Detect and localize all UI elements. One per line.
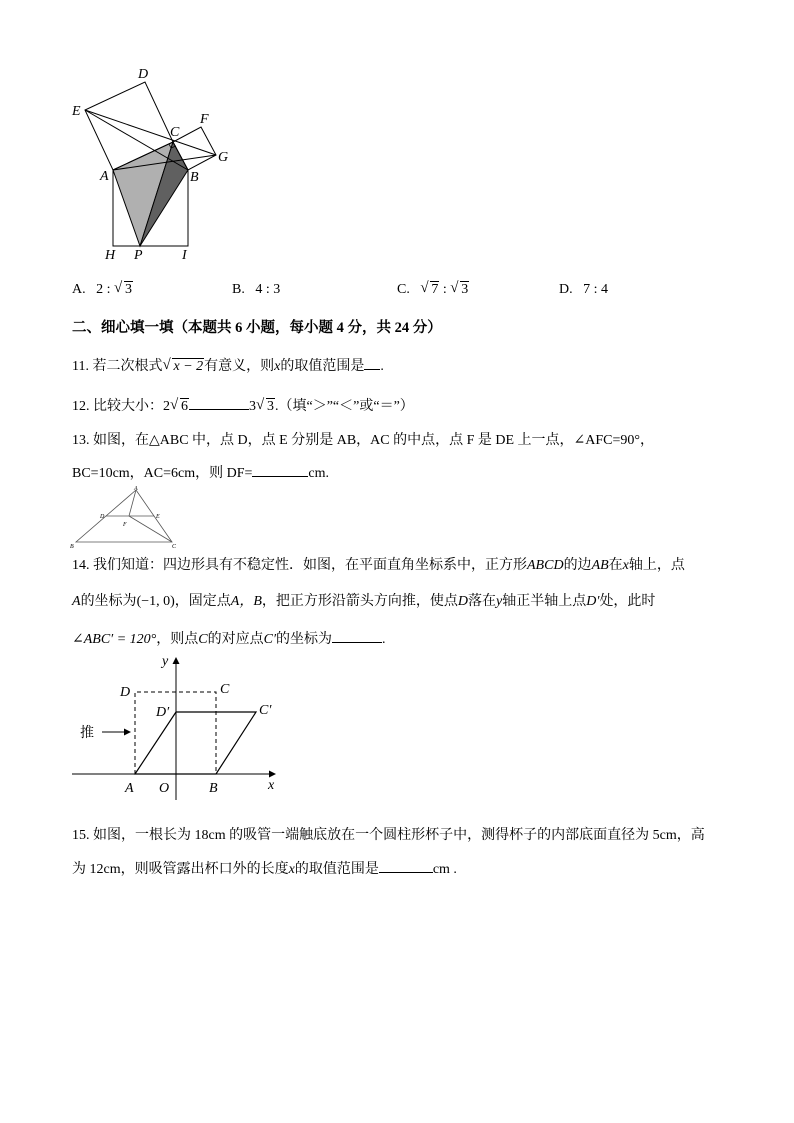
q15-l2-before: 为 12cm，则吸管露出杯口外的长度 [72,862,289,877]
option-d [559,280,608,300]
q14-l2e: A，B [230,594,262,609]
q12-b-coef: 3 [249,399,256,414]
q14-l1b: ABCD [527,558,564,573]
question-15-line1: 15. 如图，一根长为 18cm 的吸管一端触底放在一个圆柱形杯子中，测得杯子的内部底面直径为 5cm，高 [72,828,705,843]
question-15-line2 [72,858,457,880]
q14-l3a: ∠ABC′ = 120° [72,632,157,647]
q14-l2j: 轴正半轴上点 [502,594,587,609]
fig13-label-B: B [70,544,74,550]
q14-l2b: 的坐标为 [80,594,137,609]
q12-b-sqrt: √ 3 [256,397,274,414]
q14-l2d: ，固定点 [174,594,231,609]
q15-l2-var: x [288,862,295,877]
q13-answer-blank[interactable] [252,462,308,477]
option-d-prefix: D. [559,282,573,297]
fig14-label-O: O [159,781,170,796]
q14-l1c: 的边 [563,558,592,573]
q12-text-before: 比较大小： [93,399,163,414]
fig14-label-push: 推 [80,726,94,741]
option-c-sqrt1: √ 7 [420,280,439,297]
question-12 [72,395,414,417]
fig14-label-B: B [209,781,218,796]
option-a-left: 2 : [96,282,111,297]
q14-l1f: x [622,558,629,573]
q14-l3e: C′ [263,632,277,647]
option-a-sqrt: √ 3 [114,280,133,297]
option-c-prefix: C. [397,282,410,297]
q14-l2l: 处，此时 [599,594,656,609]
question-14-line3 [72,628,386,650]
q15-answer-blank[interactable] [379,858,433,873]
figure-q13 [68,484,180,550]
q12-a-coef: 2 [163,399,170,414]
question-11 [72,355,384,377]
fig14-label-x: x [268,778,275,793]
q14-l2h: 落在 [468,594,497,609]
option-c [397,280,469,300]
question-14-line1 [72,556,685,576]
q11-answer-blank[interactable] [364,355,380,370]
label-H: H [105,248,116,263]
section-heading: 二、细心填一填（本题共 6 小题，每小题 4 分，共 24 分） [72,320,442,336]
question-13-line2 [72,462,329,484]
q11-text-end: 的取值范围是 [280,359,365,374]
label-G: G [218,150,229,165]
q11-var: x [274,359,281,374]
q14-l3b: ，则点 [156,632,199,647]
fig13-label-E: E [156,514,160,520]
fig13-label-C: C [172,544,177,550]
label-E: E [72,104,81,119]
q12-answer-blank[interactable] [189,395,249,410]
fig14-label-A: A [125,781,134,796]
option-b-text: 4 : 3 [255,282,281,297]
option-a-prefix: A. [72,282,86,297]
q14-l3f: 的坐标为 [276,632,333,647]
fig13-label-A: A [134,486,138,492]
q11-end: . [380,359,384,374]
option-b-prefix: B. [232,282,245,297]
label-I: I [182,248,187,263]
fig14-label-D: D [120,685,131,700]
fig14-label-Cprime: C′ [259,703,272,718]
q14-l2c: (−1, 0) [136,594,175,609]
label-A: A [100,169,109,184]
q11-sqrt: √ x − 2 [162,357,204,374]
label-C: C [170,125,180,140]
label-D: D [138,67,149,82]
q12-num: 12. [72,399,90,414]
option-d-text: 7 : 4 [583,282,609,297]
label-P: P [134,248,143,263]
q11-text-before: 若二次根式 [92,359,163,374]
fig13-label-D: D [100,514,105,520]
option-a [72,280,133,300]
option-c-sqrt2: √ 3 [450,280,469,297]
fig14-label-C: C [220,682,230,697]
line-AF [129,490,136,516]
q14-l2k: D′ [586,594,600,609]
label-B: B [190,170,199,185]
option-c-sep: : [442,282,447,297]
q14-l2f: ，把正方形沿箭头方向推，使点 [261,594,458,609]
q13-line2-before: BC=10cm，AC=6cm，则 DF= [72,466,253,481]
q14-l3d: 的对应点 [207,632,264,647]
q14-l2a: A [72,594,81,609]
q14-l3g: . [382,632,386,647]
q12-a-sqrt: √ 6 [170,397,188,414]
question-14-line2 [72,592,655,612]
q11-text-after: 有意义，则 [204,359,275,374]
q15-l2-mid: 的取值范围是 [294,862,379,877]
fig14-label-Dprime: D′ [156,705,170,720]
q14-answer-blank[interactable] [332,628,382,643]
q15-l2-after: cm . [432,862,457,877]
q14-l1a: 14. 我们知道：四边形具有不稳定性．如图，在平面直角坐标系中，正方形 [72,558,527,573]
question-13-line1: 13. 如图，在△ABC 中，点 D，点 E 分别是 AB，AC 的中点，点 F 是 DE 上一点，∠AFC=90°， [72,433,655,448]
label-F: F [200,112,209,127]
parallelogram-ABC'D' [135,712,256,774]
q14-l1g: 轴上，点 [628,558,685,573]
line-FC [129,516,172,542]
q14-l2i: y [496,594,503,609]
q13-line2-after: cm. [308,466,330,481]
q14-l2g: D [457,594,469,609]
q14-l1e: 在 [608,558,623,573]
figure-q10 [60,60,250,265]
q11-num: 11. [72,359,89,374]
q14-l1d: AB [591,558,609,573]
fig13-label-F: F [123,522,127,528]
fig14-label-y: y [162,654,169,669]
q12-text-after: .（填“＞”“＜”或“＝”） [275,399,414,414]
figure-q14 [70,652,290,802]
option-b [232,280,280,300]
q14-l3c: C [198,632,208,647]
